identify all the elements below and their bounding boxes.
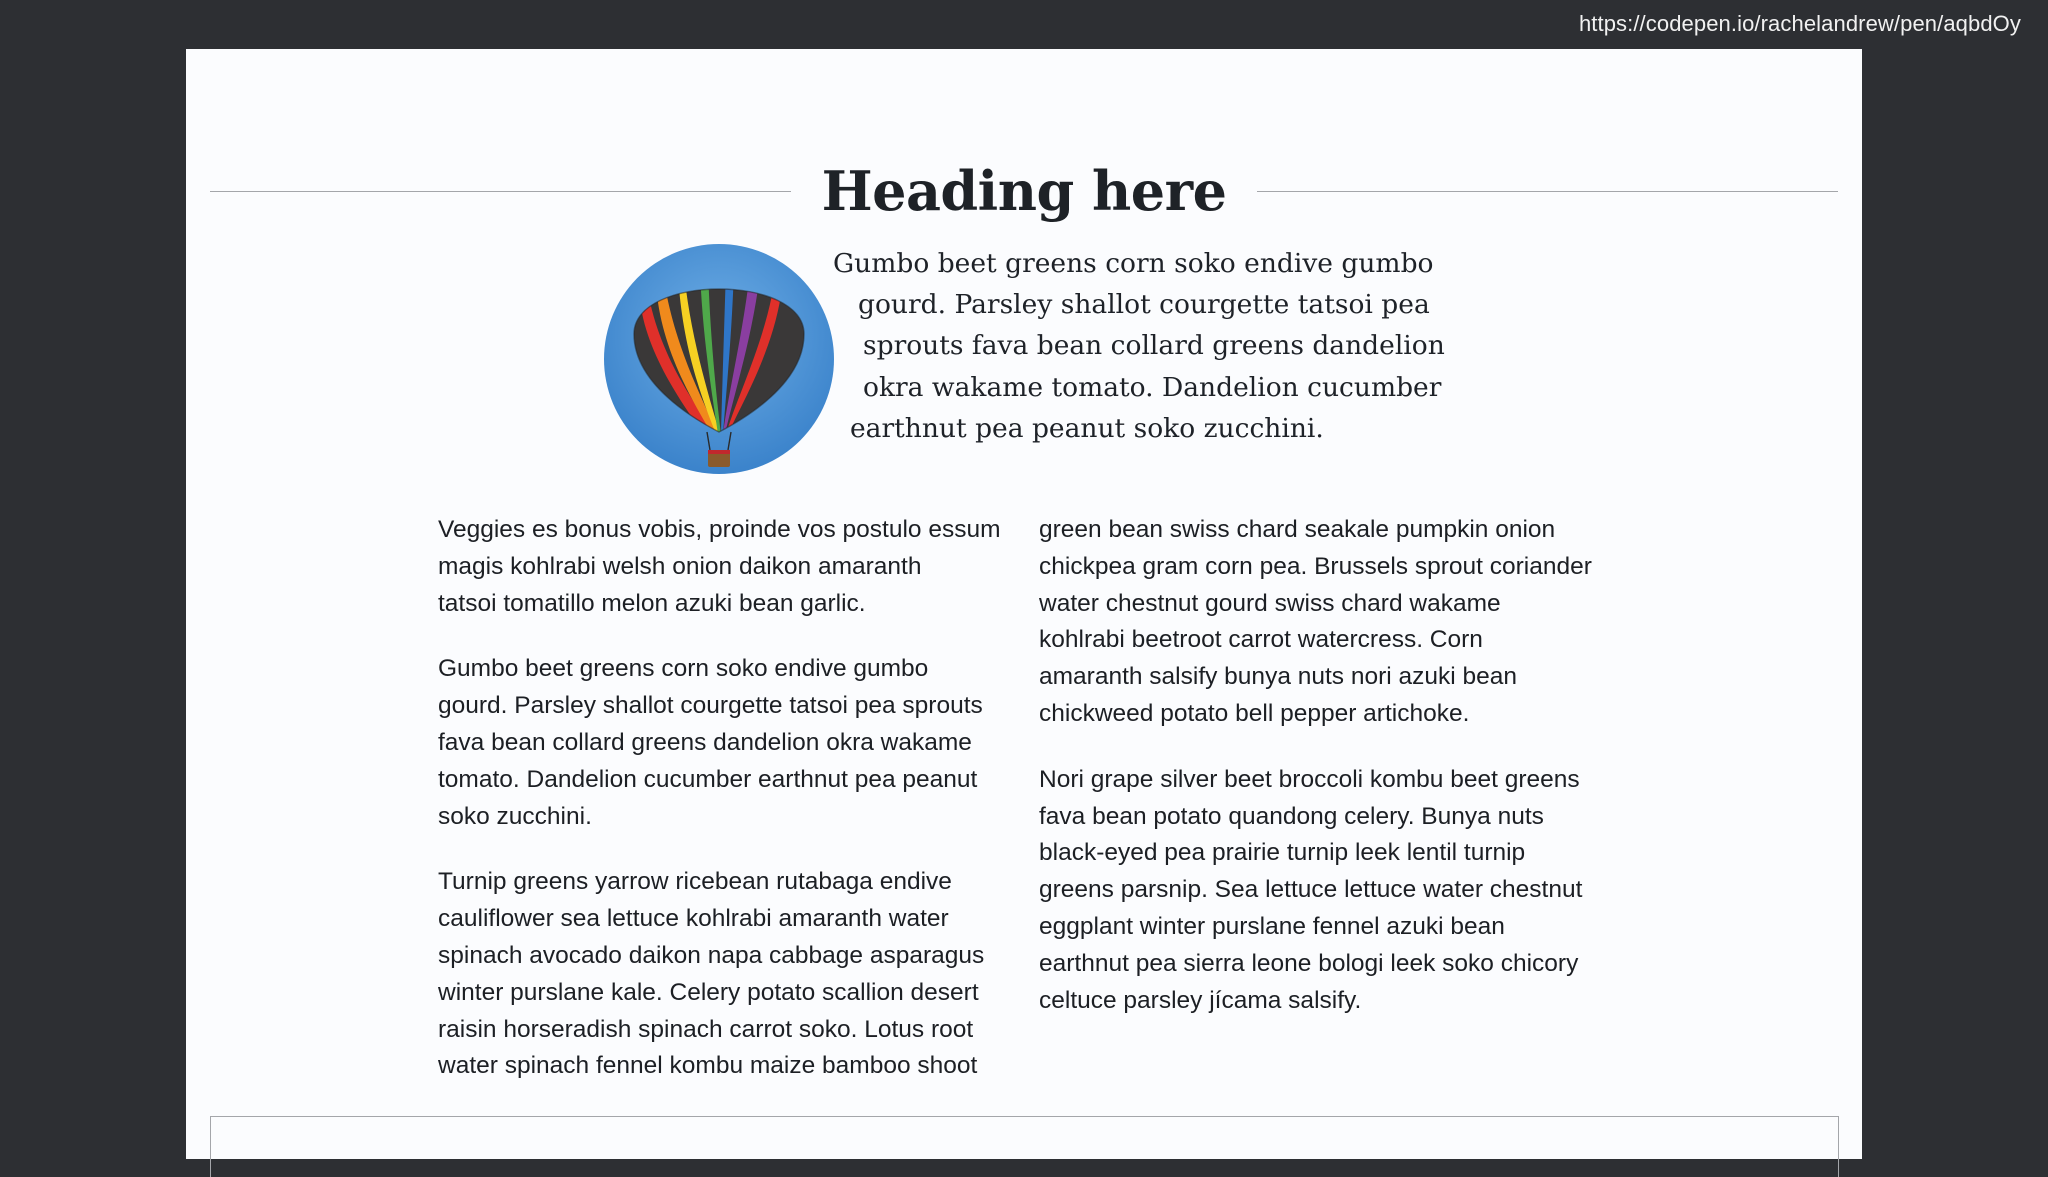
text-column-left — [438, 512, 1018, 1114]
text-line: fava bean collard greens dandelion okra wakame — [438, 728, 972, 756]
text-line: water chestnut gourd swiss chard wakame — [1039, 589, 1501, 617]
text-line: magis kohlrabi welsh onion daikon amaranth — [438, 552, 922, 580]
codepen-url: https://codepen.io/rachelandrew/pen/aqbdOy — [1578, 11, 2021, 36]
text-line: tatsoi tomatillo melon azuki bean garlic. — [438, 589, 866, 617]
text-line: winter purslane kale. Celery potato scallion desert — [438, 978, 979, 1006]
text-line: tomato. Dandelion cucumber earthnut pea peanut — [438, 765, 978, 793]
text-line: kohlrabi beetroot carrot watercress. Corn — [1039, 626, 1483, 654]
lead-paragraph — [833, 243, 1453, 449]
page-heading: Heading here — [821, 159, 1227, 223]
hot-air-balloon-image — [604, 244, 834, 474]
text-line: water spinach fennel kombu maize bamboo shoot — [438, 1052, 978, 1080]
text-line: Gumbo beet greens corn soko endive gumbo — [438, 655, 929, 683]
heading-row — [210, 135, 1838, 247]
text-line: fava bean potato quandong celery. Bunya nuts — [1039, 802, 1544, 830]
lead-line: okra wakame tomato. Dandelion cucumber — [863, 371, 1442, 403]
paragraph — [1039, 762, 1619, 1020]
lead-line: earthnut pea peanut soko zucchini. — [850, 412, 1324, 444]
text-line: amaranth salsify bunya nuts nori azuki bean — [1039, 663, 1518, 691]
text-line: cauliflower sea lettuce kohlrabi amaranth water — [438, 905, 949, 933]
demo-page — [186, 49, 1862, 1159]
text-line: earthnut pea sierra leone bologi leek soko chicory — [1039, 949, 1579, 977]
text-line: green bean swiss chard seakale pumpkin onion — [1039, 516, 1556, 543]
lead-line: gourd. Parsley shallot courgette tatsoi pea — [858, 289, 1430, 321]
text-line: chickweed potato bell pepper artichoke. — [1039, 699, 1470, 727]
text-line: spinach avocado daikon napa cabbage asparagus — [438, 941, 985, 969]
text-line: Nori grape silver beet broccoli kombu beet greens — [1039, 765, 1580, 793]
text-line: Veggies es bonus vobis, proinde vos postulo essum — [438, 516, 1001, 543]
text-line: soko zucchini. — [438, 802, 592, 830]
text-line: greens parsnip. Sea lettuce lettuce water chestnut — [1039, 876, 1583, 904]
text-line: celtuce parsley jícama salsify. — [1039, 986, 1362, 1014]
next-section-box — [210, 1116, 1839, 1177]
paragraph — [438, 864, 1018, 1085]
heading-rule-left — [210, 191, 791, 192]
text-line: eggplant winter purslane fennel azuki bean — [1039, 912, 1505, 940]
heading-rule-right — [1257, 191, 1838, 192]
text-line: Turnip greens yarrow ricebean rutabaga endive — [438, 868, 952, 896]
text-line: black-eyed pea prairie turnip leek lentil turnip — [1039, 839, 1526, 867]
lead-line: Gumbo beet greens corn soko endive gumbo — [833, 248, 1434, 279]
text-line: chickpea gram corn pea. Brussels sprout coriander — [1039, 552, 1592, 580]
paragraph — [438, 512, 1018, 622]
text-line: raisin horseradish spinach carrot soko. Lotus root — [438, 1015, 974, 1043]
lead-line: sprouts fava bean collard greens dandelion — [863, 330, 1445, 362]
text-column-right — [1039, 512, 1619, 1048]
text-line: gourd. Parsley shallot courgette tatsoi pea sprouts — [438, 692, 983, 720]
paragraph — [438, 651, 1018, 835]
paragraph — [1039, 512, 1619, 733]
